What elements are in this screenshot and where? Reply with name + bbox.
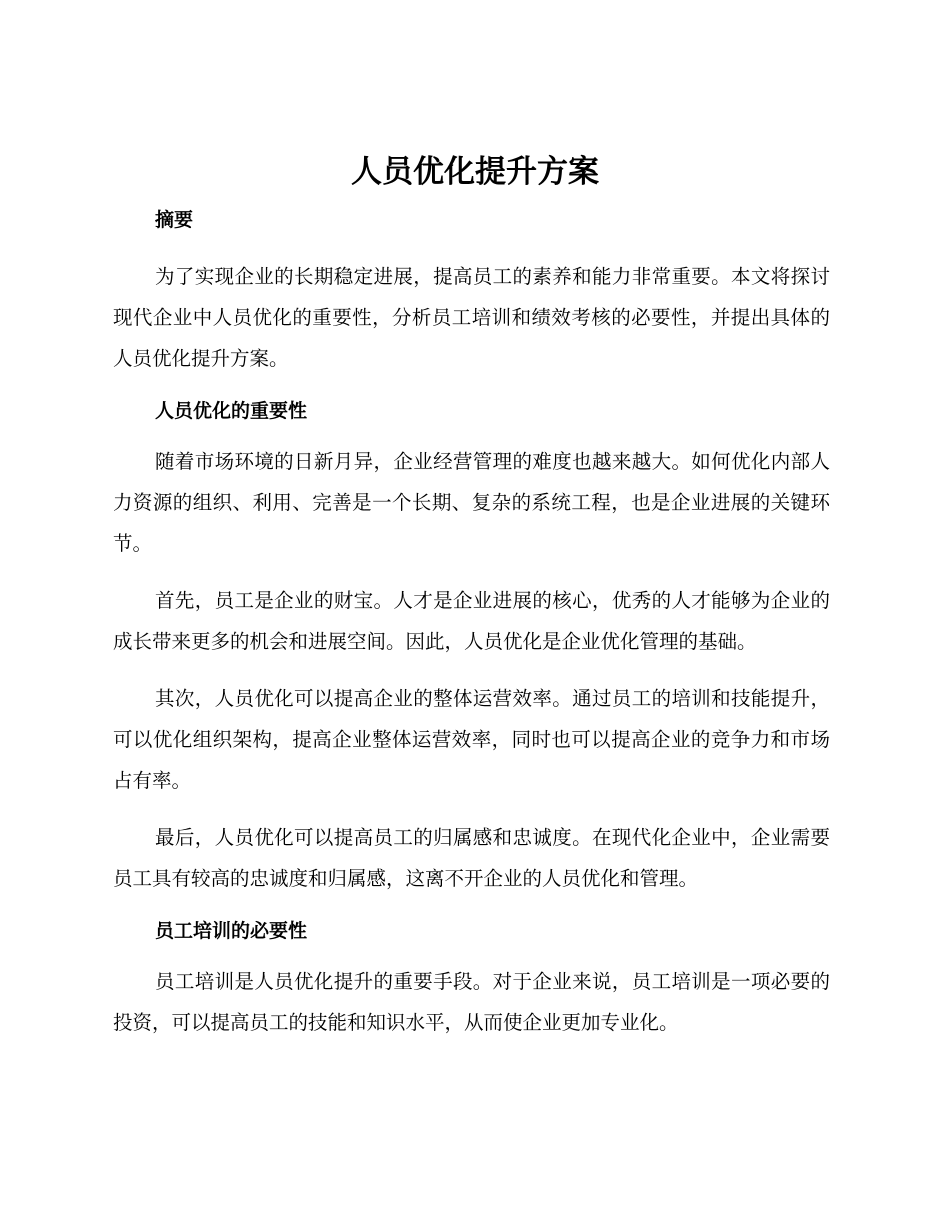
paragraph-importance-1: 随着市场环境的日新月异，企业经营管理的难度也越来越大。如何优化内部人力资源的组织、利用、完善是一个长期、复杂的系统工程，也是企业进展的关键环节。 [113,450,830,555]
paragraph-importance-3: 其次，人员优化可以提高企业的整体运营效率。通过员工的培训和技能提升，可以优化组织架构，提高企业整体运营效率，同时也可以提高企业的竞争力和市场占有率。 [113,687,830,792]
section-heading-importance: 人员优化的重要性 [155,400,308,422]
document-title: 人员优化提升方案 [351,154,599,190]
section-heading-abstract: 摘要 [155,209,194,231]
paragraph-abstract: 为了实现企业的长期稳定进展，提高员工的素养和能力非常重要。本文将探讨现代企业中人员优化的重要性，分析员工培训和绩效考核的必要性，并提出具体的人员优化提升方案。 [113,265,830,370]
document-body [113,200,830,1043]
section-heading-training: 员工培训的必要性 [155,920,308,942]
paragraph-importance-4: 最后，人员优化可以提高员工的归属感和忠诚度。在现代化企业中，企业需要员工具有较高的忠诚度和归属感，这离不开企业的人员优化和管理。 [113,826,830,890]
paragraph-importance-2: 首先，员工是企业的财宝。人才是企业进展的核心，优秀的人才能够为企业的成长带来更多的机会和进展空间。因此，人员优化是企业优化管理的基础。 [113,589,830,653]
paragraph-training-1: 员工培训是人员优化提升的重要手段。对于企业来说，员工培训是一项必要的投资，可以提高员工的技能和知识水平，从而使企业更加专业化。 [113,970,830,1034]
